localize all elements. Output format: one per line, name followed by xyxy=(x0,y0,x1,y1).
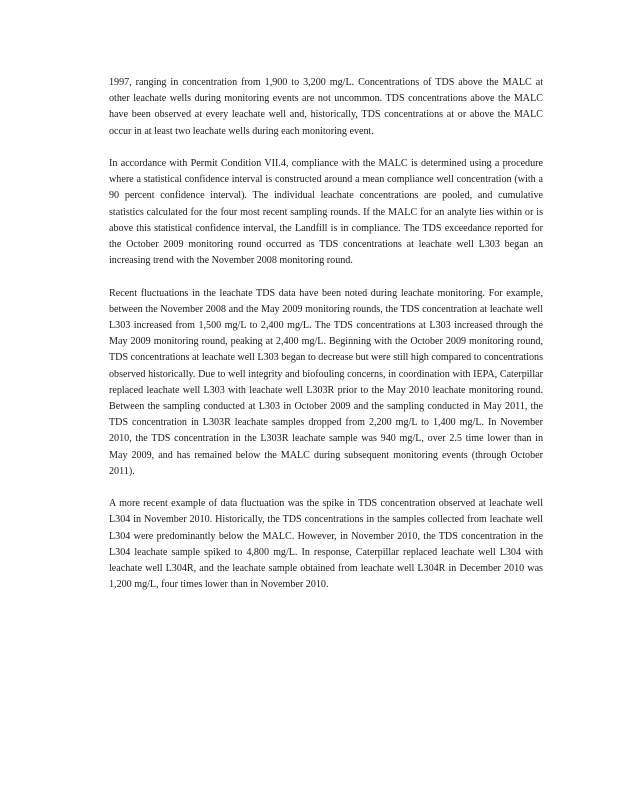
paragraph-l304-spike: A more recent example of data fluctuation was the spike in TDS concentration observed at leachate well L304 in November 2010. Historically, the TDS concentrations in the samples collected from leachate well L304 were predominantly below the MALC. However, in November 2010, the TDS concentration in the L304 leachate sample spiked to 4,800 mg/L. In response, Caterpillar replaced leachate well L304 with leachate well L304R, and the leachate sample obtained from leachate well L304R in December 2010 was 1,200 mg/L, four times lower than in November 2010. xyxy=(109,498,543,591)
paragraph-compliance-procedure: In accordance with Permit Condition VII.4, compliance with the MALC is determined using a procedure where a statistical confidence interval is constructed around a mean compliance well concentration (with a 90 percent confidence interval). The individual leachate concentrations are pooled, and cumulative statistics calculated for the four most recent sampling rounds. If the MALC for an analyte lies within or is above this statistical confidence interval, the Landfill is in compliance. The TDS exceedance reported for the October 2009 monitoring round occurred as TDS concentrations at leachate well L303 began an increasing trend with the November 2008 monitoring round. xyxy=(109,158,543,267)
document-body xyxy=(109,75,543,610)
paragraph-tds-history: 1997, ranging in concentration from 1,900 to 3,200 mg/L. Concentrations of TDS above the MALC at other leachate wells during monitoring events are not uncommon. TDS concentrations above the MALC have been observed at every leachate well and, historically, TDS concentrations at or above the MALC occur in at least two leachate wells during each monitoring event. xyxy=(109,77,543,137)
paragraph-l303-fluctuations: Recent fluctuations in the leachate TDS data have been noted during leachate monitoring. For example, between the November 2008 and the May 2009 monitoring rounds, the TDS concentration at leachate well L303 increased from 1,500 mg/L to 2,400 mg/L. The TDS concentrations at L303 increased through the May 2009 monitoring round, peaking at 2,400 mg/L. Beginning with the October 2009 monitoring round, TDS concentrations at leachate well L303 began to decrease but were still high compared to concentrations observed historically. Due to well integrity and biofouling concerns, in coordination with IEPA, Caterpillar replaced leachate well L303 with leachate well L303R prior to the May 2010 leachate monitoring round. Between the sampling conducted at L303 in October 2009 and the sampling conducted in May 2011, the TDS concentration in L303R leachate samples dropped from 2,200 mg/L to 1,400 mg/L. In November 2010, the TDS concentration in the L303R leachate sample was 940 mg/L, over 2.5 time lower than in May 2009, and has remained below the MALC during subsequent monitoring events (through October 2011). xyxy=(109,287,543,477)
